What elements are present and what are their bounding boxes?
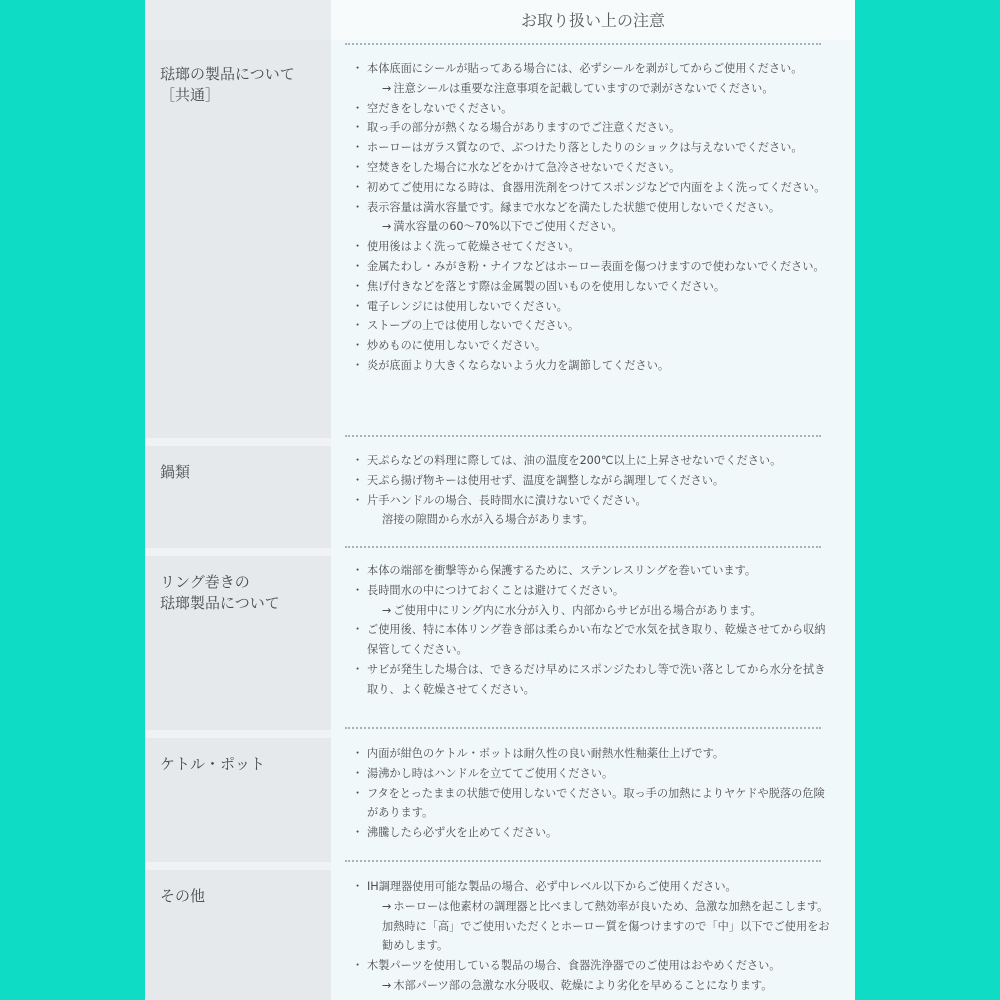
list-item: ・ 使用後はよく洗って乾燥させてください。 <box>352 237 832 257</box>
dotted-divider <box>345 435 821 437</box>
section-label: その他 <box>160 887 206 905</box>
list-item: ・ 初めてご使用になる時は、食器用洗剤をつけてスポンジなどで内面をよく洗ってください。 <box>352 178 832 198</box>
section-label: リング巻きの 琺瑯製品について <box>160 573 280 612</box>
section-label: ケトル・ポット <box>160 755 266 773</box>
list-item: ・ 表示容量は満水容量です。縁まで水などを満たした状態で使用しないでください。 → 満水容量の60〜70%以下でご使用ください。 <box>352 198 832 238</box>
list-item: ・ 取っ手の部分が熱くなる場合がありますのでご注意ください。 <box>352 118 832 138</box>
list-item: ・ 電子レンジには使用しないでください。 <box>352 297 832 317</box>
section-label-cell <box>145 438 331 548</box>
page-title: お取り扱い上の注意 <box>520 11 665 30</box>
item-list <box>352 59 832 376</box>
item-list <box>352 877 832 996</box>
list-item: ・ 空だきをしないでください。 <box>352 99 832 119</box>
list-item: ・ ご使用後、特に本体リング巻き部は柔らかい布などで水気を拭き取り、乾燥させてから収納保管してください。 <box>352 620 832 660</box>
list-item: ・ 天ぷら揚げ物キーは使用せず、温度を調整しながら調理してください。 <box>352 471 832 491</box>
list-item: ・ 沸騰したら必ず火を止めてください。 <box>352 823 832 843</box>
item-list <box>352 744 832 843</box>
section-label-cell <box>145 862 331 1000</box>
list-item: ・ 焦げ付きなどを落とす際は金属製の固いものを使用しないでください。 <box>352 277 832 297</box>
instruction-sheet <box>145 0 855 1000</box>
dotted-divider <box>345 860 821 862</box>
list-item: ・ IH調理器使用可能な製品の場合、必ず中レベル以下からご使用ください。 → ホーローは他素材の調理器と比べまして熱効率が良いため、急激な加熱を起こします。加熱時に「高」でご使用いただくとホーロー質を傷つけますので「中」以下でご使用をお勧めします。 <box>352 877 832 956</box>
list-item: ・ 天ぷらなどの料理に際しては、油の温度を200℃以上に上昇させないでください。 <box>352 451 832 471</box>
item-list <box>352 561 832 700</box>
section-label: 琺瑯の製品について ［共通］ <box>160 65 295 104</box>
list-item: ・ 湯沸かし時はハンドルを立ててご使用ください。 <box>352 764 832 784</box>
list-item: ・ ホーローはガラス質なので、ぶつけたり落としたりのショックは与えないでください。 <box>352 138 832 158</box>
dotted-divider <box>345 727 821 729</box>
list-item: ・ 長時間水の中につけておくことは避けてください。 → ご使用中にリング内に水分が入り、内部からサビが出る場合があります。 <box>352 581 832 621</box>
list-item: ・ ストーブの上では使用しないでください。 <box>352 316 832 336</box>
list-item: ・ フタをとったままの状態で使用しないでください。取っ手の加熱によりヤケドや脱落の危険があります。 <box>352 784 832 824</box>
section-label: 鍋類 <box>160 463 191 481</box>
list-item: ・ 内面が紺色のケトル・ポットは耐久性の良い耐熱水性釉薬仕上げです。 <box>352 744 832 764</box>
list-item: ・ 片手ハンドルの場合、長時間水に漬けないでください。 溶接の隙間から水が入る場合があります。 <box>352 491 832 531</box>
list-item: ・ 金属たわし・みがき粉・ナイフなどはホーロー表面を傷つけますので使わないでください。 <box>352 257 832 277</box>
section-label-cell <box>145 548 331 730</box>
list-item: ・ 炎が底面より大きくならないよう火力を調節してください。 <box>352 356 832 376</box>
list-item: ・ 木製パーツを使用している製品の場合、食器洗浄器でのご使用はおやめください。 → 木部パーツ部の急激な水分吸収、乾燥により劣化を早めることになります。 <box>352 956 832 996</box>
dotted-divider <box>345 43 821 45</box>
list-item: ・ 炒めものに使用しないでください。 <box>352 336 832 356</box>
section-label-cell <box>145 40 331 438</box>
item-list <box>352 451 832 530</box>
list-item: ・ 空焚きをした場合に水などをかけて急冷させないでください。 <box>352 158 832 178</box>
section-label-cell <box>145 730 331 862</box>
list-item: ・ 本体の端部を衝撃等から保護するために、ステンレスリングを巻いています。 <box>352 561 832 581</box>
dotted-divider <box>345 546 821 548</box>
list-item: ・ 本体底面にシールが貼ってある場合には、必ずシールを剥がしてからご使用ください。 → 注意シールは重要な注意事項を記載していますので剥がさないでください。 <box>352 59 832 99</box>
list-item: ・ サビが発生した場合は、できるだけ早めにスポンジたわし等で洗い落としてから水分を拭き取り、よく乾燥させてください。 <box>352 660 832 700</box>
